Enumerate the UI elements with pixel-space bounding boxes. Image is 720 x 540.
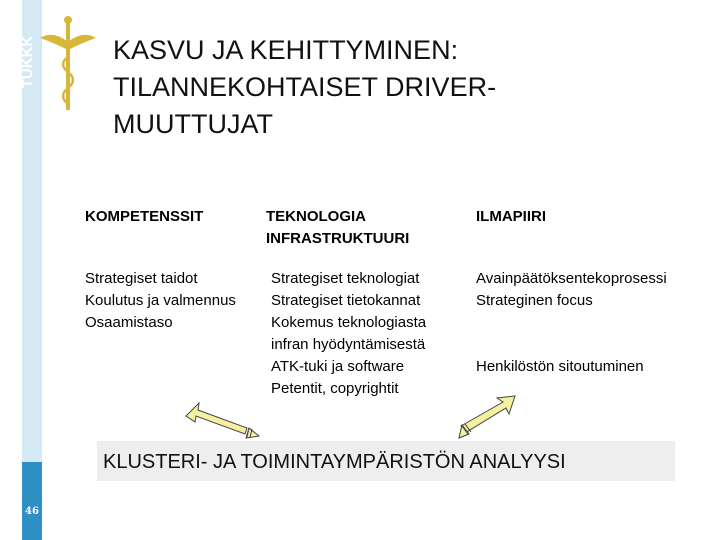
analysis-label: KLUSTERI- JA TOIMINTAYMPÄRISTÖN ANALYYSI (103, 451, 566, 473)
column-items-teknologia: Strategiset teknologiat Strategiset tietokannat Kokemus teknologiasta infran hyödyntämisestä ATK-tuki ja software Petentit, copyrightit (271, 270, 427, 397)
column-items-ilmapiiri: Avainpäätöksentekoprosessi Strateginen focus Henkilöstön sitoutuminen (476, 270, 667, 375)
column-heading-ilmapiiri: ILMAPIIRI (476, 208, 546, 225)
page-number: 46 (25, 506, 39, 517)
svg-text:TUKKK: TUKKK (19, 35, 36, 89)
right-double-arrow (459, 396, 515, 438)
column-heading-teknologia: TEKNOLOGIA INFRASTRUKTUURI (266, 208, 410, 247)
column-heading-kompetenssit: KOMPETENSSIT (85, 208, 204, 225)
column-items-kompetenssit: Strategiset taidot Koulutus ja valmennus Osaamistaso (85, 270, 236, 331)
slide-title: KASVU JA KEHITTYMINEN: TILANNEKOHTAISET DRIVER- MUUTTUJAT (113, 35, 497, 139)
left-double-arrow (186, 403, 259, 438)
